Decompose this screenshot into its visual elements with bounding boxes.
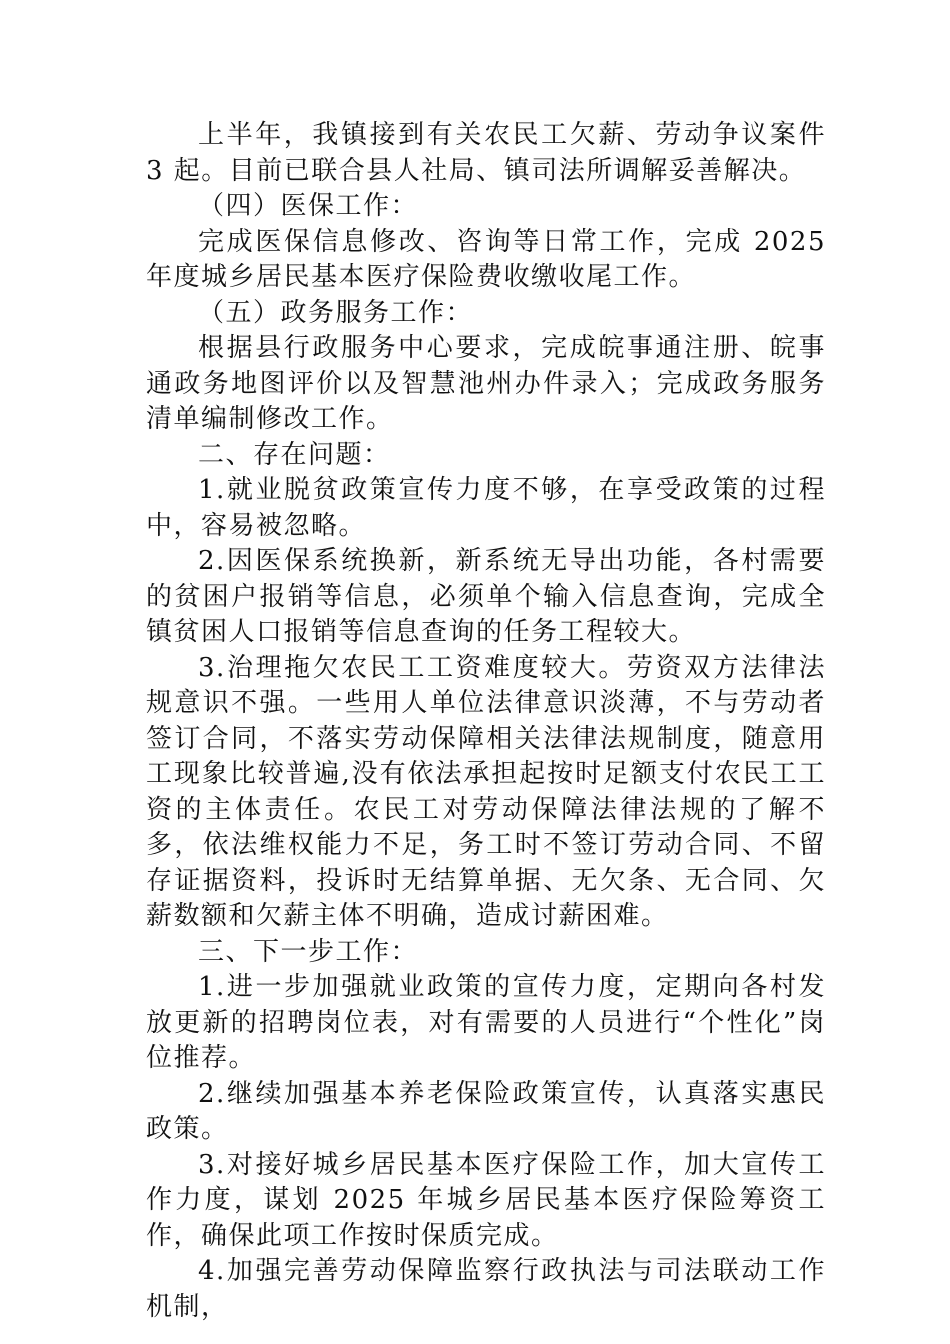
subheading-medical-insurance: （四）医保工作： [198,191,419,221]
heading-existing-problems: 二、存在问题： [198,439,391,470]
paragraph-wage-disputes: 上半年，我镇接到有关农民工欠薪、劳动争议案件 3 起。目前已联合县人社局、镇司法所调解妥善解决。 [146,120,826,186]
paragraph-medical-insurance: 完成医保信息修改、咨询等日常工作，完成 2025 年度城乡居民基本医疗保险费收缴收尾工作。 [146,226,826,292]
paragraph-problem-2: 2.因医保系统换新，新系统无导出功能，各村需要的贫困户报销等信息，必须单个输入信息查询，完成全镇贫困人口报销等信息查询的任务工程较大。 [146,546,826,647]
paragraph-next-step-1: 1.进一步加强就业政策的宣传力度，定期向各村发放更新的招聘岗位表，对有需要的人员进行“个性化”岗位推荐。 [146,972,826,1073]
paragraph-next-step-3: 3.对接好城乡居民基本医疗保险工作，加大宣传工作力度，谋划 2025 年城乡居民基本医疗保险筹资工作，确保此项工作按时保质完成。 [146,1149,826,1251]
document-body [146,118,826,1325]
subheading-government-services: （五）政务服务工作： [198,297,474,328]
heading-next-steps: 三、下一步工作： [198,936,419,967]
paragraph-next-step-4: 4.加强完善劳动保障监察行政执法与司法联动工作机制， [146,1256,826,1322]
paragraph-next-step-2: 2.继续加强基本养老保险政策宣传，认真落实惠民政策。 [146,1078,826,1144]
paragraph-problem-3: 3.治理拖欠农民工工资难度较大。劳资双方法律法规意识不强。一些用人单位法律意识淡薄，不与劳动者签订合同，不落实劳动保障相关法律法规制度，随意用工现象比较普遍,没有依法承担起按时足额支付农民工工资的主体责任。农民工对劳动保障法律法规的了解不多，依法维权能力不足，务工时不签订劳动合同、不留存证据资料，投诉时无结算单据、无欠条、无合同、欠薪数额和欠薪主体不明确，造成讨薪困难。 [146,652,826,931]
paragraph-government-services: 根据县行政服务中心要求，完成皖事通注册、皖事通政务地图评价以及智慧池州办件录入；完成政务服务清单编制修改工作。 [146,333,826,434]
paragraph-problem-1: 1.就业脱贫政策宣传力度不够，在享受政策的过程中，容易被忽略。 [146,475,826,541]
